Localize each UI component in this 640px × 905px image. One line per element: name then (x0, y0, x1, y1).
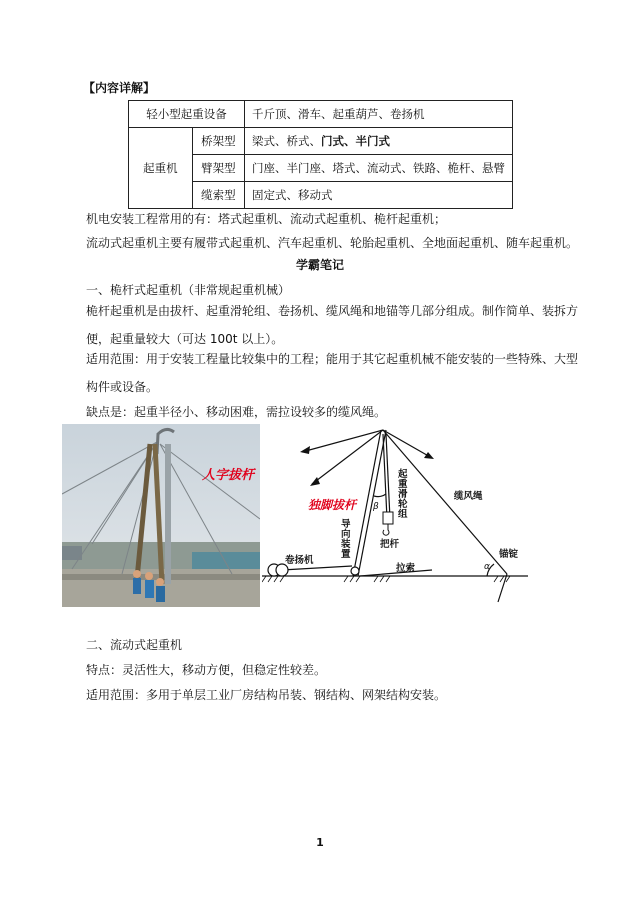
table-cell: 桥架型 (192, 128, 244, 155)
paragraph: 缺点是：起重半径小、移动困难，需拉设较多的缆风绳。 (86, 405, 387, 419)
label-beta: β (373, 502, 379, 512)
diagram-drawing (262, 424, 528, 608)
label-guy: 缆风绳 (454, 491, 483, 502)
table-cell: 固定式、移动式 (245, 182, 513, 209)
diagram-title: 独脚拔杆 (308, 498, 357, 512)
section-heading: 二、流动式起重机 (86, 638, 183, 652)
photo-image (62, 424, 260, 607)
table-cell (245, 128, 513, 155)
table-cell: 臂架型 (192, 155, 244, 182)
cell-text: 梁式、桥式、 (252, 134, 321, 148)
equipment-table (128, 100, 513, 209)
cell-text-bold: 门式、半门式 (321, 134, 390, 148)
section-header: 【内容详解】 (83, 81, 156, 95)
table-group-cell: 起重机 (129, 128, 193, 209)
paragraph: 流动式起重机主要有履带式起重机、汽车起重机、轮胎起重机、全地面起重机、随车起重机。 (86, 236, 579, 250)
table-row (129, 101, 513, 128)
table-cell: 千斤顶、滑车、起重葫芦、卷扬机 (245, 101, 513, 128)
section-heading: 一、桅杆式起重机（非常规起重机械） (86, 283, 291, 297)
table-row (129, 128, 513, 155)
label-winch: 卷扬机 (285, 555, 314, 566)
label-mast: 把杆 (380, 539, 400, 550)
paragraph: 特点：灵活性大，移动方便，但稳定性较差。 (86, 663, 327, 677)
label-rope: 拉索 (396, 563, 416, 574)
page-number: 1 (316, 836, 324, 849)
label-guide: 导向装置 (341, 519, 351, 560)
gin-pole-diagram (262, 424, 528, 608)
label-alpha: α (484, 562, 490, 572)
table-cell: 缆索型 (192, 182, 244, 209)
table-cell: 轻小型起重设备 (129, 101, 245, 128)
paragraph: 桅杆起重机是由拔杆、起重滑轮组、卷扬机、缆风绳和地锚等几部分组成。制作简单、装拆方便，起重量较大（可达 100t 以上）。 (86, 304, 579, 346)
notes-title: 学霸笔记 (295, 258, 344, 272)
paragraph: 适用范围：多用于单层工业厂房结构吊装、钢结构、网架结构安装。 (86, 688, 447, 702)
paragraph: 机电安装工程常用的有：塔式起重机、流动式起重机、桅杆起重机； (86, 212, 447, 226)
paragraph: 适用范围：用于安装工程量比较集中的工程；能用于其它起重机械不能安装的一些特殊、大型构件或设备。 (86, 352, 579, 394)
gin-pole-photo (62, 424, 260, 607)
label-pulley: 起重滑轮组 (398, 469, 408, 520)
photo-label: 人字拔杆 (202, 468, 255, 483)
label-anchor: 锚锭 (499, 549, 519, 560)
table-cell: 门座、半门座、塔式、流动式、铁路、桅杆、悬臂 (245, 155, 513, 182)
